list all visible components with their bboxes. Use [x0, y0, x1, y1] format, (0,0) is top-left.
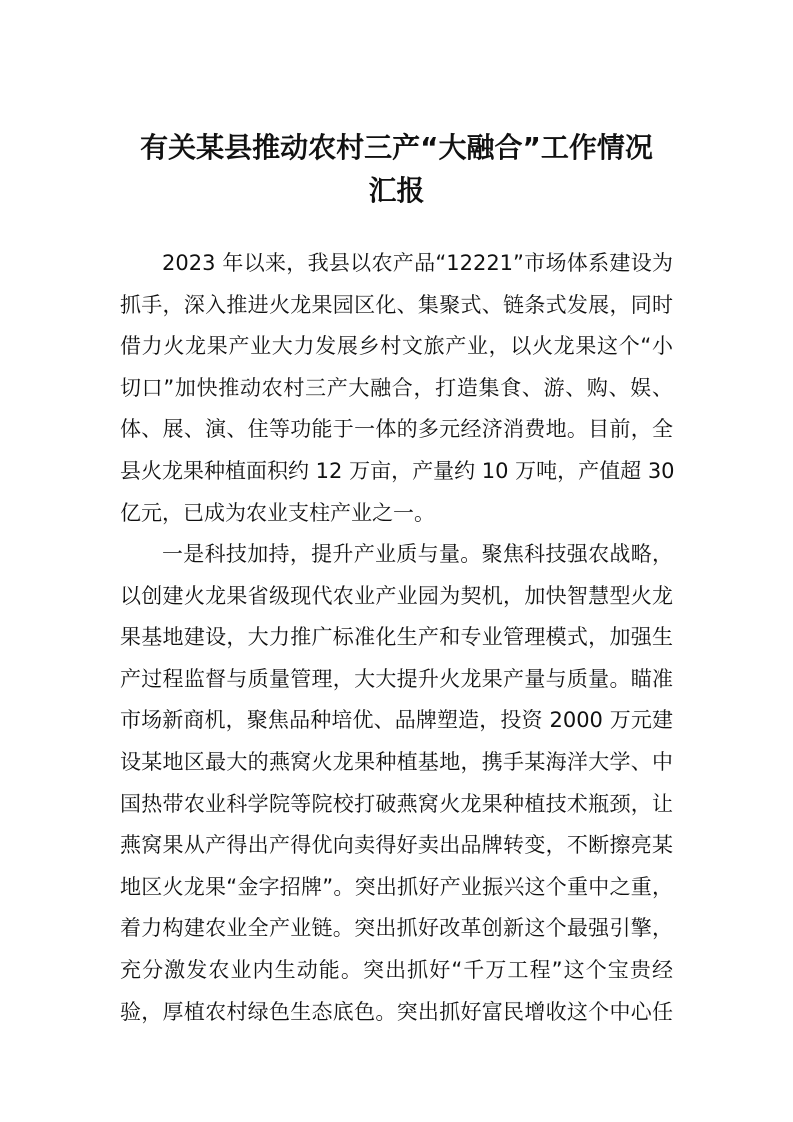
text-line: 充分激发农业内生动能。突出抓好“千万工程”这个宝贵经: [120, 957, 673, 982]
text-line: 县火龙果种植面积约 12 万亩，产量约 10 万吨，产值超 30: [120, 458, 675, 483]
text-line: 验，厚植农村绿色生态底色。突出抓好富民增收这个中心任: [120, 999, 673, 1024]
text-line: 切口”加快推动农村三产大融合，打造集食、游、购、娱、: [120, 375, 673, 400]
text-line: 体、展、演、住等功能于一体的多元经济消费地。目前，全: [120, 417, 673, 442]
text-line: 着力构建农业全产业链。突出抓好改革创新这个最强引擎，: [120, 916, 673, 941]
text-line: 设某地区最大的燕窝火龙果种植基地，携手某海洋大学、中: [120, 749, 673, 774]
text-line: 亿元，已成为农业支柱产业之一。: [120, 500, 435, 525]
title-line: 有关某县推动农村三产“大融合”工作情况: [140, 131, 653, 164]
text-line: 借力火龙果产业大力发展乡村文旅产业，以火龙果这个“小: [120, 334, 673, 359]
document-title: [110, 126, 683, 212]
paragraph-tech: [120, 534, 673, 1033]
text-line: 果基地建设，大力推广标准化生产和专业管理模式，加强生: [120, 625, 673, 650]
text-line: 燕窝果从产得出产得优向卖得好卖出品牌转变，不断擦亮某: [120, 833, 673, 858]
title-line: 汇报: [368, 174, 425, 207]
text-line: 2023 年以来，我县以农产品“12221”市场体系建设为: [162, 251, 673, 275]
text-line: 一是科技加持，提升产业质与量。聚焦科技强农战略，: [162, 542, 673, 566]
text-line: 以创建火龙果省级现代农业产业园为契机，加快智慧型火龙: [120, 583, 673, 608]
paragraph-intro: [120, 243, 673, 534]
text-line: 国热带农业科学院等院校打破燕窝火龙果种植技术瓶颈，让: [120, 791, 673, 816]
text-line: 抓手，深入推进火龙果园区化、集聚式、链条式发展，同时: [120, 292, 673, 317]
text-line: 地区火龙果“金字招牌”。突出抓好产业振兴这个重中之重，: [120, 874, 673, 899]
text-line: 产过程监督与质量管理，大大提升火龙果产量与质量。瞄准: [120, 666, 673, 691]
text-line: 市场新商机，聚焦品种培优、品牌塑造，投资 2000 万元建: [120, 708, 673, 733]
